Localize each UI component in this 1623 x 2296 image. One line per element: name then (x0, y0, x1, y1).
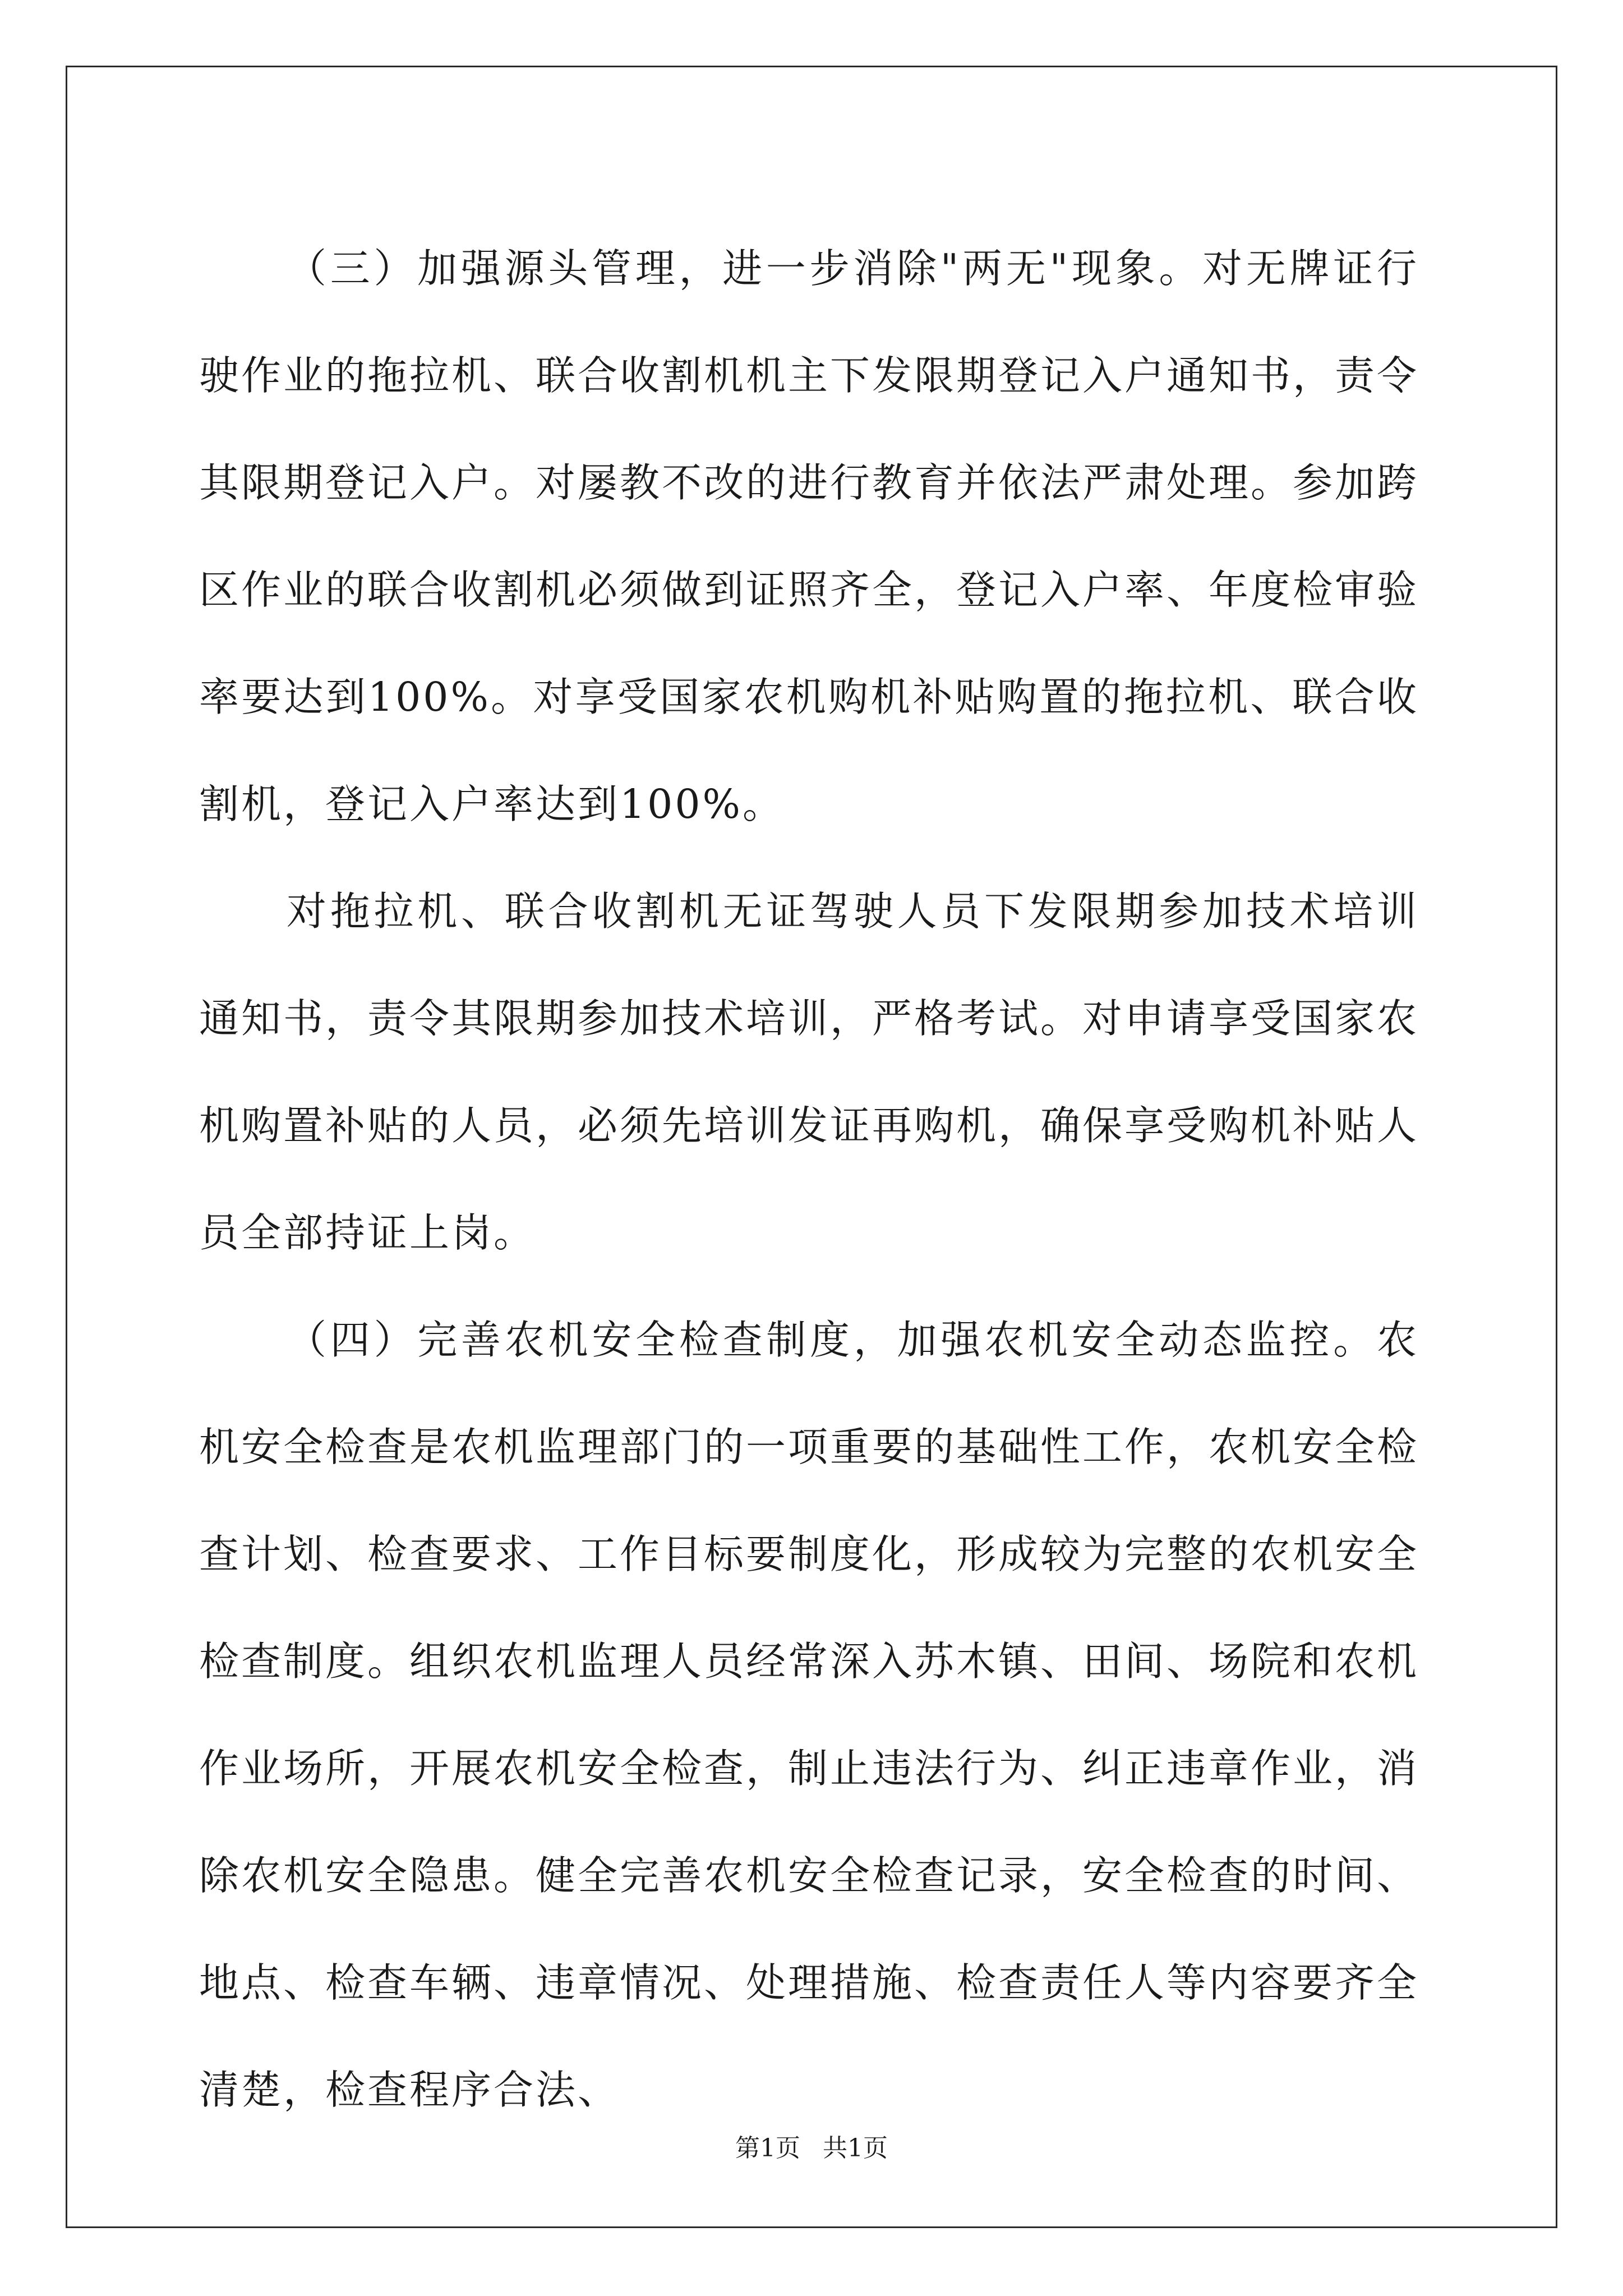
page-total: 共1页 (823, 2134, 888, 2162)
paragraph: （四）完善农机安全检查制度，加强农机安全动态监控。农机安全检查是农机监理部门的一项重要的基础性工作，农机安全检查计划、检查要求、工作目标要制度化，形成较为完整的农机安全检查制度。组织农机监理人员经常深入苏木镇、田间、场院和农机作业场所，开展农机安全检查，制止违法行为、纠正违章作业，消除农机安全隐患。健全完善农机安全检查记录，安全检查的时间、地点、检查车辆、违章情况、处理措施、检查责任人等内容要齐全清楚，检查程序合法、 (199, 1317, 1419, 2113)
paragraph: （三）加强源头管理，进一步消除"两无"现象。对无牌证行驶作业的拖拉机、联合收割机机主下发限期登记入户通知书，责令其限期登记入户。对屡教不改的进行教育并依法严肃处理。参加跨区作业的联合收割机必须做到证照齐全，登记入户率、年度检审验率要达到100%。对享受国家农机购机补贴购置的拖拉机、联合收割机，登记入户率达到100%。 (199, 245, 1419, 827)
document-body (199, 215, 1419, 2143)
page-footer (0, 2132, 1623, 2165)
paragraph: 对拖拉机、联合收割机无证驾驶人员下发限期参加技术培训通知书，责令其限期参加技术培训，严格考试。对申请享受国家农机购置补贴的人员，必须先培训发证再购机，确保享受购机补贴人员全部持证上岗。 (199, 888, 1419, 1256)
page-number: 第1页 (735, 2134, 800, 2162)
